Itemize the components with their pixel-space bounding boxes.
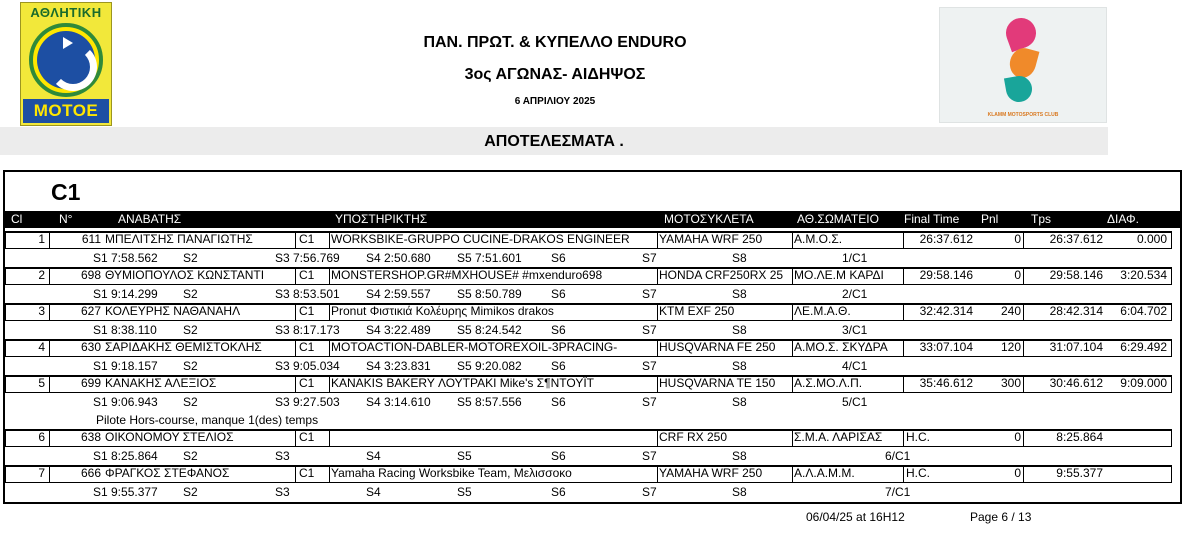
difference-cell: 0.000 <box>1136 232 1167 246</box>
cell-divider <box>49 339 50 357</box>
sector-times-row <box>5 321 1172 339</box>
category-cell: C1 <box>299 430 315 444</box>
sector-times-row <box>5 357 1172 375</box>
sector-4: S4 2:59.557 <box>366 287 431 301</box>
time-cell: 8:25.864 <box>1056 430 1103 444</box>
col-final-time: Final Time <box>904 212 960 226</box>
table-row <box>5 231 1172 249</box>
cell-divider <box>657 303 658 321</box>
race-number-cell: 611 <box>81 232 101 246</box>
sector-6: S6 <box>551 449 566 463</box>
motorcycle-cell: YAMAHA WRF 250 <box>659 232 763 246</box>
cell-divider <box>792 231 793 249</box>
cell-divider <box>657 429 658 447</box>
motorcycle-cell: CRF RX 250 <box>659 430 728 444</box>
sector-2: S2 <box>183 485 198 499</box>
sector-5: S5 8:24.542 <box>457 323 522 337</box>
col-time: Tps <box>1031 212 1052 226</box>
sector-8: S8 <box>732 485 747 499</box>
sector-1: S1 9:14.299 <box>93 287 158 301</box>
cell-divider <box>792 429 793 447</box>
position-cell: 2 <box>38 268 45 282</box>
final-time-cell: H.C. <box>906 466 930 480</box>
sector-6: S6 <box>551 251 566 265</box>
final-time-cell: 35:46.612 <box>919 376 973 390</box>
cell-divider <box>903 375 904 393</box>
sector-8: S8 <box>732 395 747 409</box>
sector-3: S3 <box>275 449 290 463</box>
penalty-cell: 240 <box>1000 304 1021 318</box>
motorcycle-cell: KTM EXF 250 <box>659 304 735 318</box>
sector-4: S4 3:22.489 <box>366 323 431 337</box>
championship-title: ΠΑΝ. ΠΡΩΤ. & ΚΥΠΕΛΛΟ ENDURO <box>423 34 687 51</box>
sector-5: S5 8:50.789 <box>457 287 522 301</box>
sector-8: S8 <box>732 323 747 337</box>
race-number-cell: 698 <box>80 268 101 282</box>
rider-name-cell: ΘΥΜΙΟΠΟΥΛΟΣ ΚΩΝΣΤΑΝΤΙ <box>105 268 265 282</box>
cell-divider <box>1023 303 1024 321</box>
cell-divider <box>295 231 296 249</box>
col-difference: ΔΙΑΦ. <box>1107 212 1139 226</box>
club-cell: ΛΕ.Μ.Α.Θ. <box>794 304 851 318</box>
race-number-cell: 627 <box>80 304 101 318</box>
final-time-cell: 33:07.104 <box>919 340 973 354</box>
sector-7: S7 <box>642 485 657 499</box>
sector-7: S7 <box>642 323 657 337</box>
club-logo <box>939 7 1107 123</box>
sector-6: S6 <box>551 485 566 499</box>
difference-cell: 6:04.702 <box>1120 304 1167 318</box>
table-row <box>5 429 1172 447</box>
club-logo-shape-icon <box>1002 14 1040 52</box>
cell-divider <box>903 339 904 357</box>
col-penalty: Pnl <box>981 212 999 226</box>
penalty-cell: 0 <box>1014 232 1021 246</box>
cell-divider <box>329 465 330 483</box>
time-cell: 29:58.146 <box>1049 268 1103 282</box>
sector-4: S4 3:14.610 <box>366 395 431 409</box>
sponsor-cell: Pronut Φιστικιά Κολέυρης Mimikos drakos <box>331 304 554 318</box>
federation-logo <box>20 2 112 126</box>
final-time-cell: H.C. <box>906 430 930 444</box>
position-cell: 3 <box>38 304 45 318</box>
cell-divider <box>329 231 330 249</box>
cell-divider <box>49 231 50 249</box>
club-cell: ΜΟ.ΛΕ.Μ ΚΑΡΔΙ <box>794 268 884 282</box>
time-cell: 28:42.314 <box>1049 304 1103 318</box>
sector-5: S5 <box>457 449 472 463</box>
sector-8: S8 <box>732 287 747 301</box>
class-rank: 7/C1 <box>885 485 911 499</box>
cell-divider <box>1023 429 1024 447</box>
cell-divider <box>1023 231 1024 249</box>
sector-1: S1 9:06.943 <box>93 395 158 409</box>
cell-divider <box>329 339 330 357</box>
page-number: Page 6 / 13 <box>970 510 1032 524</box>
event-date: 6 ΑΠΡΙΛΙΟΥ 2025 <box>514 96 596 107</box>
final-time-cell: 29:58.146 <box>919 268 973 282</box>
club-logo-shape-icon <box>1004 74 1034 104</box>
time-cell: 26:37.612 <box>1049 232 1103 246</box>
sector-2: S2 <box>183 251 198 265</box>
event-title: 3ος ΑΓΩΝΑΣ- ΑΙΔΗΨΟΣ <box>464 66 646 83</box>
cell-divider <box>1023 375 1024 393</box>
logo-arrow-icon <box>37 31 95 89</box>
club-cell: Α.Σ.ΜΟ.Λ.Π. <box>794 376 863 390</box>
sector-times-row <box>5 393 1172 411</box>
category-cell: C1 <box>299 304 315 318</box>
cell-divider <box>295 339 296 357</box>
cell-divider <box>657 231 658 249</box>
sponsor-cell: MONSTERSHOP.GR#MXHOUSE# #mxenduro698 <box>331 268 603 282</box>
motorcycle-cell: YAMAHA WRF 250 <box>659 466 763 480</box>
sector-3: S3 9:27.503 <box>275 395 340 409</box>
position-cell: 7 <box>38 466 45 480</box>
sector-4: S4 <box>366 449 381 463</box>
cell-divider <box>329 267 330 285</box>
sector-6: S6 <box>551 395 566 409</box>
sector-3: S3 8:53.501 <box>275 287 340 301</box>
class-rank: 5/C1 <box>842 395 868 409</box>
sector-8: S8 <box>732 359 747 373</box>
cell-divider <box>903 465 904 483</box>
col-bike: ΜΟΤΟΣΥΚΛΕΤΑ <box>664 212 754 226</box>
cell-divider <box>49 375 50 393</box>
sector-6: S6 <box>551 287 566 301</box>
motorcycle-cell: HUSQVARNA FE 250 <box>659 340 776 354</box>
sector-5: S5 7:51.601 <box>457 251 522 265</box>
penalty-cell: 0 <box>1014 430 1021 444</box>
time-cell: 30:46.612 <box>1049 376 1103 390</box>
sector-4: S4 2:50.680 <box>366 251 431 265</box>
sector-2: S2 <box>183 449 198 463</box>
class-rank: 2/C1 <box>842 287 868 301</box>
sector-times-row <box>5 285 1172 303</box>
sector-7: S7 <box>642 359 657 373</box>
final-time-cell: 26:37.612 <box>919 232 973 246</box>
position-cell: 5 <box>38 376 45 390</box>
sector-3: S3 8:17.173 <box>275 323 340 337</box>
results-heading: ΑΠΟΤΕΛΕΣΜΑΤΑ . <box>0 127 1108 155</box>
col-cl: Cl <box>11 212 23 226</box>
sector-6: S6 <box>551 323 566 337</box>
sector-8: S8 <box>732 449 747 463</box>
sector-times-row <box>5 447 1172 465</box>
sector-5: S5 9:20.082 <box>457 359 522 373</box>
col-sponsor: ΥΠΟΣΤΗΡΙΚΤΗΣ <box>335 212 428 226</box>
sector-7: S7 <box>642 287 657 301</box>
category-cell: C1 <box>299 376 315 390</box>
col-rider: ΑΝΑΒΑΤΗΣ <box>118 212 182 226</box>
cell-divider <box>657 339 658 357</box>
cell-divider <box>792 267 793 285</box>
rider-name-cell: ΚΑΝΑΚΗΣ ΑΛΕΞΙΟΣ <box>105 376 217 390</box>
table-row <box>5 303 1172 321</box>
penalty-cell: 120 <box>1000 340 1021 354</box>
club-cell: Α.ΜΟ.Σ. ΣΚΥΔΡΑ <box>794 340 888 354</box>
sector-5: S5 <box>457 485 472 499</box>
rider-name-cell: ΚΟΛΕΥΡΗΣ ΝΑΘΑΝΑΗΛ <box>105 304 241 318</box>
rider-name-cell: ΣΑΡΙΔΑΚΗΣ ΘΕΜΙΣΤΟΚΛΗΣ <box>105 340 262 354</box>
sector-4: S4 <box>366 485 381 499</box>
rider-name-cell: ΟΙΚΟΝΟΜΟΥ ΣΤΕΛΙΟΣ <box>105 430 234 444</box>
col-club: ΑΘ.ΣΩΜΑΤΕΙΟ <box>797 212 879 226</box>
cell-divider <box>792 339 793 357</box>
table-row <box>5 465 1172 483</box>
sector-5: S5 8:57.556 <box>457 395 522 409</box>
class-rank: 4/C1 <box>842 359 868 373</box>
logo-bottom-text: ΜΟΤΟΕ <box>23 99 109 123</box>
position-cell: 1 <box>38 232 45 246</box>
sector-1: S1 8:38.110 <box>93 323 157 337</box>
club-cell: Α.Μ.Ο.Σ. <box>794 232 843 246</box>
final-time-cell: 32:42.314 <box>919 304 973 318</box>
cell-divider <box>295 303 296 321</box>
sector-2: S2 <box>183 323 198 337</box>
sponsor-cell: MOTOACTION-DABLER-MOTOREXOIL-3PRACING- <box>331 340 618 354</box>
difference-cell <box>1107 429 1167 447</box>
motorcycle-cell: HUSQVARNA TE 150 <box>659 376 776 390</box>
cell-divider <box>1023 339 1024 357</box>
table-row <box>5 339 1172 357</box>
cell-divider <box>49 465 50 483</box>
sector-3: S3 9:05.034 <box>275 359 340 373</box>
cell-divider <box>295 375 296 393</box>
cell-divider <box>903 303 904 321</box>
rider-name-cell: ΦΡΑΓΚΟΣ ΣΤΕΦΑΝΟΣ <box>105 466 230 480</box>
sector-2: S2 <box>183 395 198 409</box>
sector-7: S7 <box>642 251 657 265</box>
cell-divider <box>49 267 50 285</box>
sponsor-cell: Yamaha Racing Worksbike Team, Μελισσοκο <box>331 466 572 480</box>
cell-divider <box>329 375 330 393</box>
cell-divider <box>1023 267 1024 285</box>
penalty-cell: 300 <box>1000 376 1021 390</box>
sector-1: S1 7:58.562 <box>93 251 158 265</box>
club-logo-text: KLAMM MOTOSPORTS CLUB <box>987 112 1059 118</box>
position-cell: 4 <box>38 340 45 354</box>
cell-divider <box>657 267 658 285</box>
club-cell: Α.Λ.Α.Μ.Μ. <box>794 466 855 480</box>
cell-divider <box>295 465 296 483</box>
class-rank: 3/C1 <box>842 323 868 337</box>
category-cell: C1 <box>299 268 315 282</box>
time-cell: 9:55.377 <box>1056 466 1103 480</box>
cell-divider <box>49 303 50 321</box>
table-row <box>5 375 1172 393</box>
sponsor-cell: WORKSBIKE-GRUPPO CUCINE-DRAKOS ENGINEER <box>331 232 630 246</box>
cell-divider <box>792 375 793 393</box>
penalty-cell: 0 <box>1014 466 1021 480</box>
cell-divider <box>657 465 658 483</box>
logo-top-text: ΑΘΛΗΤΙΚΗ <box>30 5 102 20</box>
sponsor-cell <box>331 429 651 447</box>
cell-divider <box>329 303 330 321</box>
printed-timestamp: 06/04/25 at 16H12 <box>806 510 905 524</box>
rider-name-cell: ΜΠΕΛΙΤΣΗΣ ΠΑΝΑΓΙΩΤΗΣ <box>105 232 253 246</box>
race-number-cell: 699 <box>80 376 101 390</box>
sector-1: S1 9:18.157 <box>93 359 158 373</box>
race-number-cell: 666 <box>80 466 101 480</box>
category-cell: C1 <box>299 232 315 246</box>
cell-divider <box>295 429 296 447</box>
sector-3: S3 <box>275 485 290 499</box>
sector-times-row <box>5 483 1172 501</box>
cell-divider <box>903 429 904 447</box>
category-title: C1 <box>51 179 81 205</box>
sector-times-row <box>5 249 1172 267</box>
sector-1: S1 8:25.864 <box>93 449 158 463</box>
cell-divider <box>295 267 296 285</box>
difference-cell: 3:20.534 <box>1120 268 1167 282</box>
sector-8: S8 <box>732 251 747 265</box>
class-rank: 1/C1 <box>842 251 868 265</box>
race-number-cell: 630 <box>80 340 101 354</box>
sector-1: S1 9:55.377 <box>93 485 158 499</box>
col-number: N° <box>59 212 73 226</box>
cell-divider <box>792 465 793 483</box>
cell-divider <box>329 429 330 447</box>
cell-divider <box>1023 465 1024 483</box>
penalty-cell: 0 <box>1014 268 1021 282</box>
cell-divider <box>903 231 904 249</box>
table-row <box>5 267 1172 285</box>
motorcycle-cell: HONDA CRF250RX 25 <box>659 268 784 282</box>
position-cell: 6 <box>38 430 45 444</box>
sponsor-cell: KANAKIS BAKERY ΛΟΥΤΡΑΚΙ Mike's Σ¶ΝΤΟΥΪΤ <box>331 376 594 390</box>
difference-cell <box>1107 465 1167 483</box>
time-cell: 31:07.104 <box>1049 340 1103 354</box>
sector-2: S2 <box>183 287 198 301</box>
column-header-row <box>5 211 1180 228</box>
club-cell: Σ.Μ.Α. ΛΑΡΙΣΑΣ <box>794 430 883 444</box>
cell-divider <box>792 303 793 321</box>
sector-4: S4 3:23.831 <box>366 359 431 373</box>
class-rank: 6/C1 <box>885 449 911 463</box>
cell-divider <box>903 267 904 285</box>
category-cell: C1 <box>299 466 315 480</box>
difference-cell: 9:09.000 <box>1120 376 1167 390</box>
difference-cell: 6:29.492 <box>1120 340 1167 354</box>
race-number-cell: 638 <box>80 430 101 444</box>
category-cell: C1 <box>299 340 315 354</box>
sector-7: S7 <box>642 395 657 409</box>
sector-2: S2 <box>183 359 198 373</box>
cell-divider <box>49 429 50 447</box>
rider-note: Pilote Hors-course, manque 1(des) temps <box>96 413 319 427</box>
sector-3: S3 7:56.769 <box>275 251 340 265</box>
sector-7: S7 <box>642 449 657 463</box>
cell-divider <box>657 375 658 393</box>
sector-6: S6 <box>551 359 566 373</box>
